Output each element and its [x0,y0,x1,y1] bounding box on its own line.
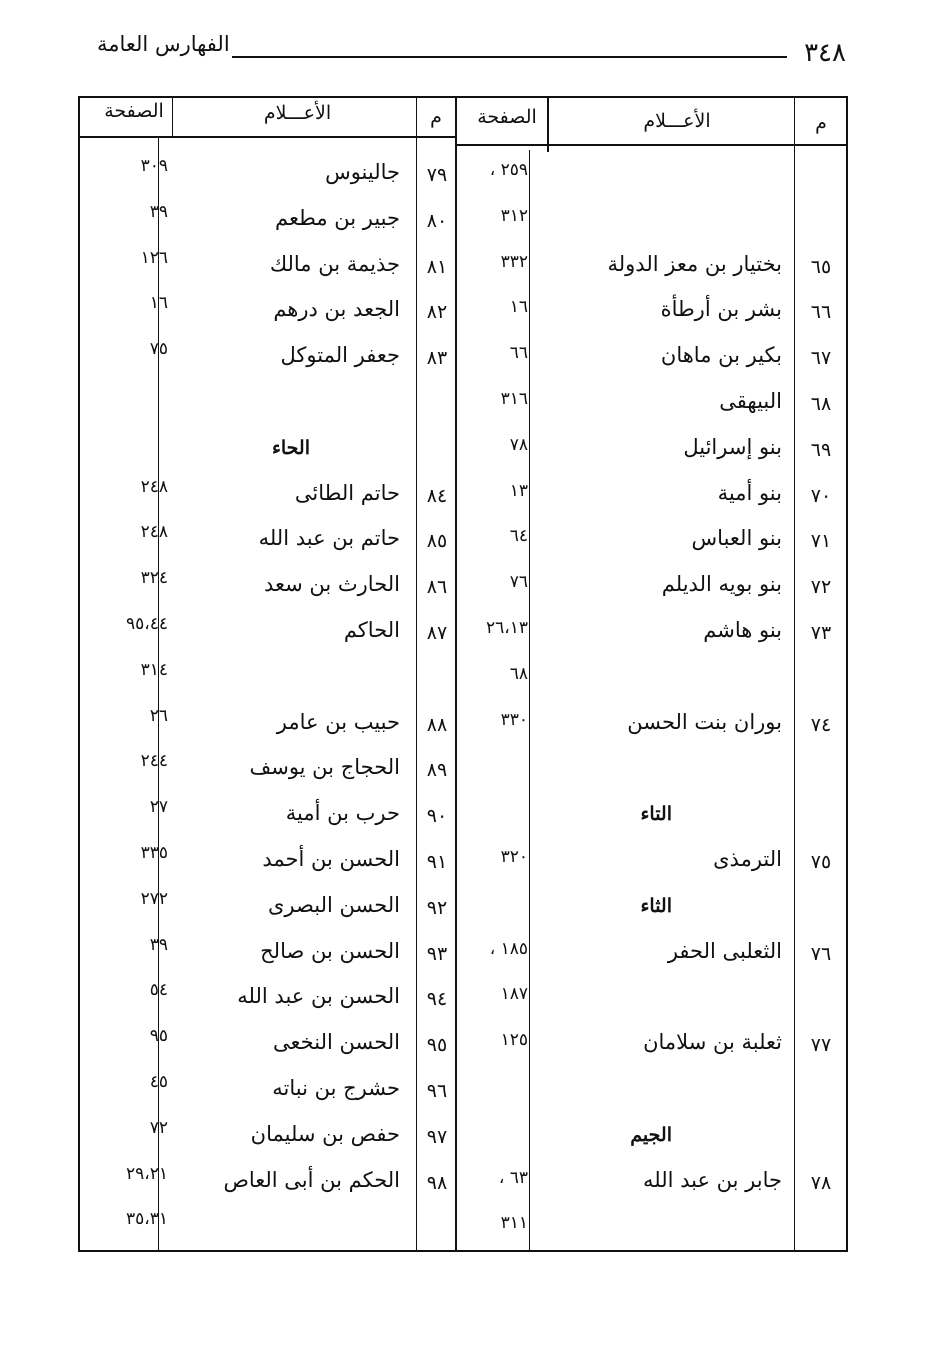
entry-name: بنو بويه الديلم [661,572,782,597]
entry-number: ٩٠ [426,805,448,828]
entry-page: ٦٣ ، [498,1167,528,1188]
entry-page: ٣٢٤ [140,568,168,589]
entry-number: ٧١ [810,530,832,553]
left-name-heading: الأعـــلام [263,102,332,124]
entry-number: ٨٢ [426,301,448,324]
entry-page: ٢٥٩ ، [489,160,528,180]
entry-number: ٩٦ [426,1080,448,1102]
left-no-divider [416,96,417,1252]
entry-name: جالينوس [325,160,400,184]
entry-name: البيهقى [719,389,782,413]
entry-number: ٦٩ [810,438,832,461]
entry-page: ٧٨ [509,434,528,455]
entry-number: ٧٢ [810,576,832,599]
entry-name: حاتم بن عبد الله [258,526,400,551]
entry-page: ٦٤ [509,526,528,547]
entry-name: حبيب بن عامر [276,709,400,734]
entry-number: ٦٨ [810,393,832,415]
entry-page: ٧٦ [509,572,528,593]
page-number: ٣٤٨ [804,38,846,68]
entry-number: ٨٣ [426,347,448,370]
entry-number: ٧٧ [810,1034,832,1057]
table-top-border [78,96,848,98]
entry-page: ٣٢٠ [500,847,528,867]
entry-name: حشرج بن نباته [272,1076,400,1100]
entry-page: ٩٥،٤٤ [125,614,168,634]
entry-number: ٧٦ [810,942,832,965]
entry-page: ٣٩ [149,201,168,222]
entry-name: بشر بن أرطأة [660,297,782,322]
entry-number: ٦٥ [810,255,832,278]
right-no-heading: م [815,112,827,134]
entry-name: الثعلبى الحفر [667,938,782,963]
entry-name: الحسن بن أحمد [262,847,400,871]
entry-name: الترمذى [713,847,782,871]
letter-heading: التاء [640,803,672,826]
left-no-heading: م [430,106,442,128]
entry-name: بكير بن ماهان [660,343,782,368]
entry-page: ٢٦ [149,705,168,726]
entry-number: ٨٦ [426,576,448,599]
entry-page: ٧٢ [149,1117,168,1138]
entry-number: ٩٧ [426,1125,448,1148]
entry-number: ٩٢ [426,896,448,919]
entry-name: جابر بن عبد الله [642,1167,782,1192]
entry-number: ٧٠ [810,484,832,507]
right-page-heading: الصفحة [477,106,537,128]
entry-page: ٢٤٨ [140,522,168,543]
left-heading-rule [78,136,456,138]
left-page-heading-divider [172,96,173,136]
entry-page: ٣٣٢ [500,251,528,272]
entry-name: جبير بن مطعم [274,205,400,230]
entry-page: ٢٦،١٣ [485,618,528,638]
entry-number: ٩٨ [426,1171,448,1194]
right-name-heading: الأعـــلام [643,110,711,132]
entry-name: جذيمة بن مالك [269,251,400,276]
entry-page: ١٨٥ ، [489,938,528,959]
entry-page: ٤٥ [149,1072,168,1092]
entry-page: ١٣ [509,480,528,501]
entry-number: ٧٩ [426,164,448,186]
right-no-divider [794,96,795,1252]
entry-number: ٨٠ [426,209,448,232]
left-page-heading: الصفحة [104,100,164,122]
entry-name: جعفر المتوكل [280,343,400,368]
entry-number: ٨٩ [426,759,448,782]
entry-page: ٣١٤ [140,659,168,680]
entry-page: ١٦ [509,297,528,318]
right-page-heading-divider [547,96,549,152]
table-bottom-border [78,1250,848,1252]
entry-page: ٢٧ [149,797,168,818]
entry-page: ٣١١ [500,1213,528,1234]
entry-page: ٢٤٨ [140,476,168,497]
entry-name: بنو إسرائيل [683,434,782,459]
entry-number: ٨٥ [426,530,448,553]
entry-number: ٨٨ [426,713,448,736]
entry-name: الحجاج بن يوسف [249,755,400,780]
entry-name: الحسن بن عبد الله [237,984,400,1009]
entry-page: ١٦ [149,293,168,314]
entry-page: ١٢٥ [500,1030,528,1051]
table-right-border [846,96,848,1252]
entry-page: ٦٨ [509,663,528,684]
entry-page: ٢٩،٢١ [125,1163,168,1184]
entry-number: ٨١ [426,255,448,278]
entry-name: الحسن النخعى [273,1030,400,1055]
entry-number: ٧٨ [810,1171,832,1194]
entry-name: حرب بن أمية [285,801,400,826]
entry-name: بنو العباس [691,526,782,551]
entry-name: بنو أمية [717,480,782,505]
entry-number: ٩٣ [426,942,448,965]
letter-heading: الحاء [271,436,310,459]
entry-page: ٢٤٤ [140,751,168,772]
entry-number: ٩٤ [426,988,448,1011]
header-rule [232,56,787,58]
entry-page: ٦٦ [509,343,528,364]
entry-name: بختيار بن معز الدولة [607,251,782,276]
entry-number: ٧٤ [810,713,832,736]
entry-number: ٩٥ [426,1034,448,1057]
entry-name: الحاكم [343,618,400,642]
letter-heading: الجيم [630,1123,672,1146]
entry-page: ٣١٢ [500,205,528,226]
entry-page: ٣٣٠ [500,709,528,730]
entry-page: ١٨٧ [500,984,528,1005]
entry-page: ١٢٦ [140,247,168,268]
entry-page: ٧٥ [149,339,168,360]
entry-name: بنو هاشم [703,618,782,642]
entry-page: ٢٧٢ [140,888,168,909]
entry-page: ٣١٦ [500,389,528,409]
entry-name: الحسن البصرى [268,892,400,917]
letter-heading: الثاء [640,894,672,917]
right-heading-rule [456,144,848,146]
entry-page: ٣٩ [149,934,168,955]
entry-name: الحسن بن صالح [260,938,400,963]
entry-number: ٩١ [426,851,448,873]
entry-name: الحارث بن سعد [263,572,400,597]
entry-number: ٨٧ [426,622,448,644]
table-left-border [78,96,80,1252]
entry-number: ٧٣ [810,622,832,644]
entry-page: ٣٥،٣١ [125,1209,168,1230]
entry-name: الحكم بن أبى العاص [223,1167,400,1192]
entry-name: الجعد بن درهم [273,297,400,322]
entry-name: حفص بن سليمان [250,1121,400,1146]
running-title: الفهارس العامة [97,32,230,56]
entry-name: حاتم الطائى [294,480,400,505]
entry-page: ٩٥ [149,1026,168,1047]
entry-name: بوران بنت الحسن [627,709,782,734]
entry-page: ٣٣٥ [140,843,168,863]
entry-number: ٨٤ [426,484,448,507]
right-page-divider [529,150,530,1252]
entry-page: ٣٠٩ [140,156,168,176]
entry-page: ٥٤ [149,980,168,1001]
entry-name: ثعلبة بن سلامان [643,1030,782,1055]
entry-number: ٧٥ [810,851,832,873]
entry-number: ٦٧ [810,347,832,370]
entry-number: ٦٦ [810,301,832,324]
